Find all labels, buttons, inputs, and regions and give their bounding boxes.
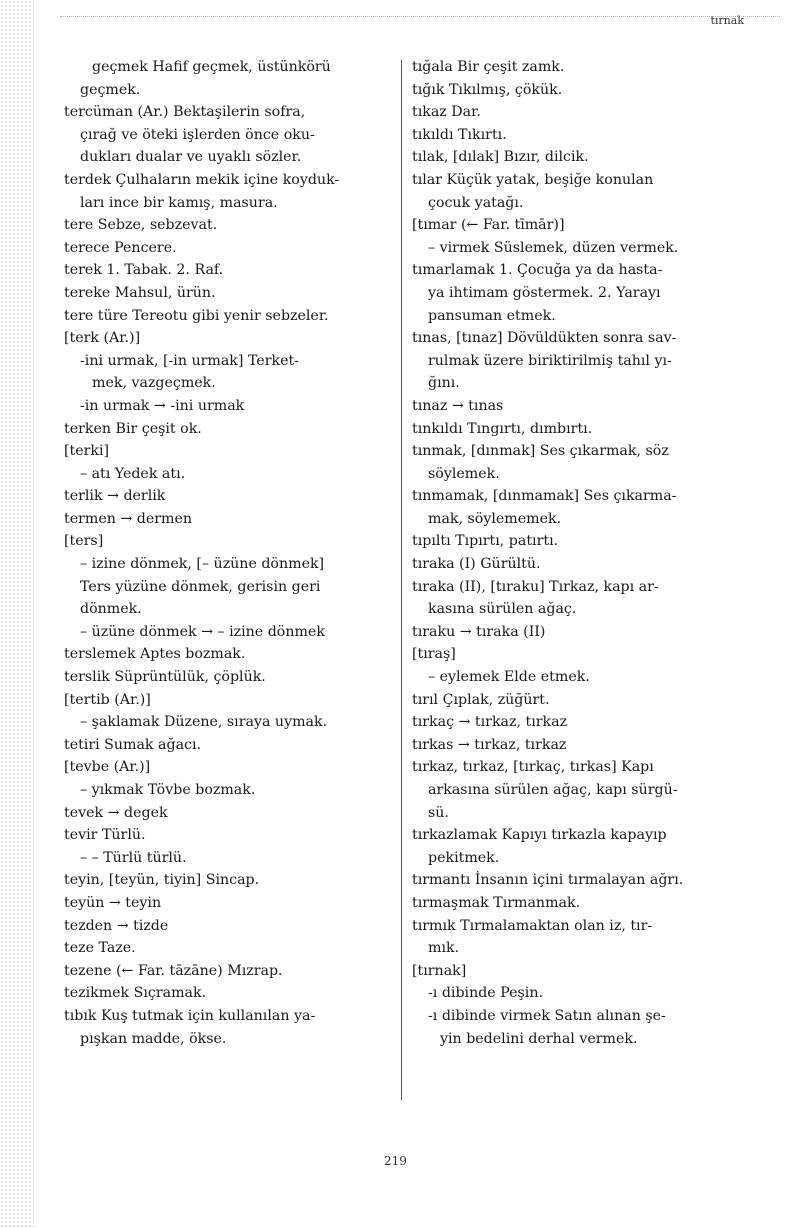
dictionary-line: – şaklamak Düzene, sıraya uymak. bbox=[80, 714, 328, 731]
dictionary-line: [tımar (← Far. tīmār)] bbox=[412, 217, 565, 234]
dictionary-line: teyin, [teyün, tiyin] Sincap. bbox=[64, 872, 260, 889]
dictionary-line: tıraka (II), [tıraku] Tırkaz, kapı ar- bbox=[412, 578, 659, 595]
dictionary-line: tıbık Kuş tutmak için kullanılan ya- bbox=[64, 1007, 316, 1024]
dictionary-line: tevir Türlü. bbox=[64, 827, 146, 844]
dictionary-line: dönmek. bbox=[80, 601, 142, 618]
dictionary-line: terlik → derlik bbox=[64, 488, 166, 505]
dictionary-line: tılar Küçük yatak, beşiğe konulan bbox=[412, 171, 654, 188]
dictionary-line: tırkazlamak Kapıyı tırkazla kapayıp bbox=[412, 827, 667, 844]
dictionary-line: tırıl Çıplak, züğürt. bbox=[412, 691, 550, 708]
dictionary-line: kasına sürülen ağaç. bbox=[428, 601, 577, 618]
dictionary-line: – üzüne dönmek → – izine dönmek bbox=[80, 623, 325, 640]
dictionary-line: ya ihtimam göstermek. 2. Yarayı bbox=[428, 284, 661, 301]
dictionary-line: terslik Süprüntülük, çöplük. bbox=[64, 669, 266, 686]
dictionary-line: pansuman etmek. bbox=[428, 307, 556, 324]
dictionary-line: terken Bir çeşit ok. bbox=[64, 420, 202, 437]
dictionary-line: söylemek. bbox=[428, 465, 500, 482]
dictionary-line: [terk (Ar.)] bbox=[64, 330, 141, 347]
dictionary-line: teze Taze. bbox=[64, 940, 136, 957]
dictionary-line: mık. bbox=[428, 940, 460, 957]
dictionary-line: terdek Çulhaların mekik içine koyduk- bbox=[64, 171, 340, 188]
dictionary-line: [tertib (Ar.)] bbox=[64, 691, 151, 708]
dictionary-line: ğını. bbox=[428, 375, 460, 392]
dictionary-line: arkasına sürülen ağaç, kapı sürgü- bbox=[428, 782, 678, 798]
dictionary-line: – – Türlü türlü. bbox=[80, 849, 187, 866]
page-number: 219 bbox=[384, 1154, 407, 1168]
dictionary-line: rulmak üzere biriktirilmiş tahıl yı- bbox=[428, 352, 672, 369]
dictionary-line: tıraka (I) Gürültü. bbox=[412, 556, 541, 573]
dictionary-line: tınas, [tınaz] Dövüldükten sonra sav- bbox=[412, 330, 677, 347]
dictionary-line: tetiri Sumak ağacı. bbox=[64, 736, 202, 753]
dictionary-line: tırkaç → tırkaz, tırkaz bbox=[412, 714, 568, 731]
dictionary-line: geçmek Hafif geçmek, üstünkörü bbox=[92, 59, 331, 75]
dictionary-line: geçmek. bbox=[80, 81, 141, 98]
dictionary-line: çocuk yatağı. bbox=[428, 194, 524, 211]
dictionary-line: -in urmak → -ini urmak bbox=[80, 397, 245, 414]
dictionary-line: tereke Mahsul, ürün. bbox=[64, 284, 216, 301]
dictionary-line: tırkas → tırkaz, tırkaz bbox=[412, 736, 567, 753]
dictionary-line: tığala Bir çeşit zamk. bbox=[412, 59, 565, 75]
dictionary-line: tırmık Tırmalamaktan olan iz, tır- bbox=[412, 917, 653, 934]
dictionary-line: yin bedelini derhal vermek. bbox=[440, 1030, 638, 1047]
dictionary-line: mek, vazgeçmek. bbox=[92, 375, 216, 392]
dictionary-line: tere Sebze, sebzevat. bbox=[64, 217, 218, 234]
left-column bbox=[64, 56, 394, 1050]
dictionary-line: terece Pencere. bbox=[64, 239, 177, 256]
dictionary-line: pekitmek. bbox=[428, 849, 500, 866]
dictionary-line: tezene (← Far. tāzāne) Mızrap. bbox=[64, 962, 283, 979]
dictionary-line: tırkaz, tırkaz, [tırkaç, tırkas] Kapı bbox=[412, 759, 654, 776]
dictionary-line: [tevbe (Ar.)] bbox=[64, 759, 151, 776]
dictionary-line: teyün → teyin bbox=[64, 894, 162, 911]
page-edge-shading bbox=[0, 0, 34, 1229]
dictionary-line: mak, söylememek. bbox=[428, 510, 562, 527]
dictionary-line: tığık Tıkılmış, çökük. bbox=[412, 81, 563, 98]
dictionary-line: terek 1. Tabak. 2. Raf. bbox=[64, 262, 224, 279]
dictionary-line: tıpıltı Tıpırtı, patırtı. bbox=[412, 533, 559, 550]
dictionary-line: ları ince bir kamış, masura. bbox=[80, 194, 278, 211]
dictionary-line: – yıkmak Tövbe bozmak. bbox=[80, 782, 256, 798]
dictionary-line: tılak, [dılak] Bızır, dilcik. bbox=[412, 149, 589, 166]
dictionary-line: -ı dibinde virmek Satın alınan şe- bbox=[428, 1007, 666, 1024]
dictionary-line: tercüman (Ar.) Bektaşilerin sofra, bbox=[64, 104, 306, 121]
dictionary-line: – eylemek Elde etmek. bbox=[428, 669, 590, 686]
dictionary-line: Ters yüzüne dönmek, gerisin geri bbox=[80, 578, 321, 595]
dictionary-line: tırmaşmak Tırmanmak. bbox=[412, 894, 581, 911]
dictionary-line: tıkıldı Tıkırtı. bbox=[412, 126, 507, 143]
dictionary-line: tınkıldı Tıngırtı, dımbırtı. bbox=[412, 420, 593, 437]
dictionary-line: – izine dönmek, [– üzüne dönmek] bbox=[80, 556, 325, 573]
right-column bbox=[412, 56, 736, 1050]
dictionary-line: tıkaz Dar. bbox=[412, 104, 481, 121]
dictionary-line: tezikmek Sıçramak. bbox=[64, 985, 207, 1002]
dictionary-line: tıraku → tıraka (II) bbox=[412, 623, 546, 640]
dictionary-line: tınmamak, [dınmamak] Ses çıkarma- bbox=[412, 488, 677, 505]
dictionary-line: tınaz → tınas bbox=[412, 397, 504, 414]
header-rule bbox=[60, 16, 780, 18]
dictionary-line: – atı Yedek atı. bbox=[80, 465, 186, 482]
dictionary-line: tevek → degek bbox=[64, 804, 168, 821]
dictionary-line: sü. bbox=[428, 804, 449, 821]
dictionary-line: çırağ ve öteki işlerden önce oku- bbox=[80, 126, 315, 143]
running-header: tırnak bbox=[710, 14, 744, 27]
dictionary-line: [terki] bbox=[64, 443, 110, 460]
dictionary-line: -ini urmak, [-in urmak] Terket- bbox=[80, 352, 299, 369]
dictionary-line: tırmantı İnsanın içini tırmalayan ağrı. bbox=[412, 872, 684, 889]
dictionary-line: terslemek Aptes bozmak. bbox=[64, 646, 246, 663]
dictionary-line: tere türe Tereotu gibi yenir sebzeler. bbox=[64, 307, 329, 324]
dictionary-line: -ı dibinde Peşin. bbox=[428, 985, 543, 1002]
dictionary-line: tezden → tizde bbox=[64, 917, 169, 934]
dictionary-line: [tırnak] bbox=[412, 962, 467, 979]
dictionary-line: tınmak, [dınmak] Ses çıkarmak, söz bbox=[412, 443, 669, 460]
dictionary-line: pışkan madde, ökse. bbox=[80, 1030, 227, 1047]
dictionary-line: [tıraş] bbox=[412, 646, 456, 663]
dictionary-line: [ters] bbox=[64, 533, 104, 550]
dictionary-line: tımarlamak 1. Çocuğa ya da hasta- bbox=[412, 262, 663, 279]
dictionary-line: dukları dualar ve uyaklı sözler. bbox=[80, 149, 302, 166]
dictionary-line: termen → dermen bbox=[64, 510, 193, 527]
dictionary-line: – virmek Süslemek, düzen vermek. bbox=[428, 239, 679, 256]
column-divider bbox=[401, 60, 402, 1100]
